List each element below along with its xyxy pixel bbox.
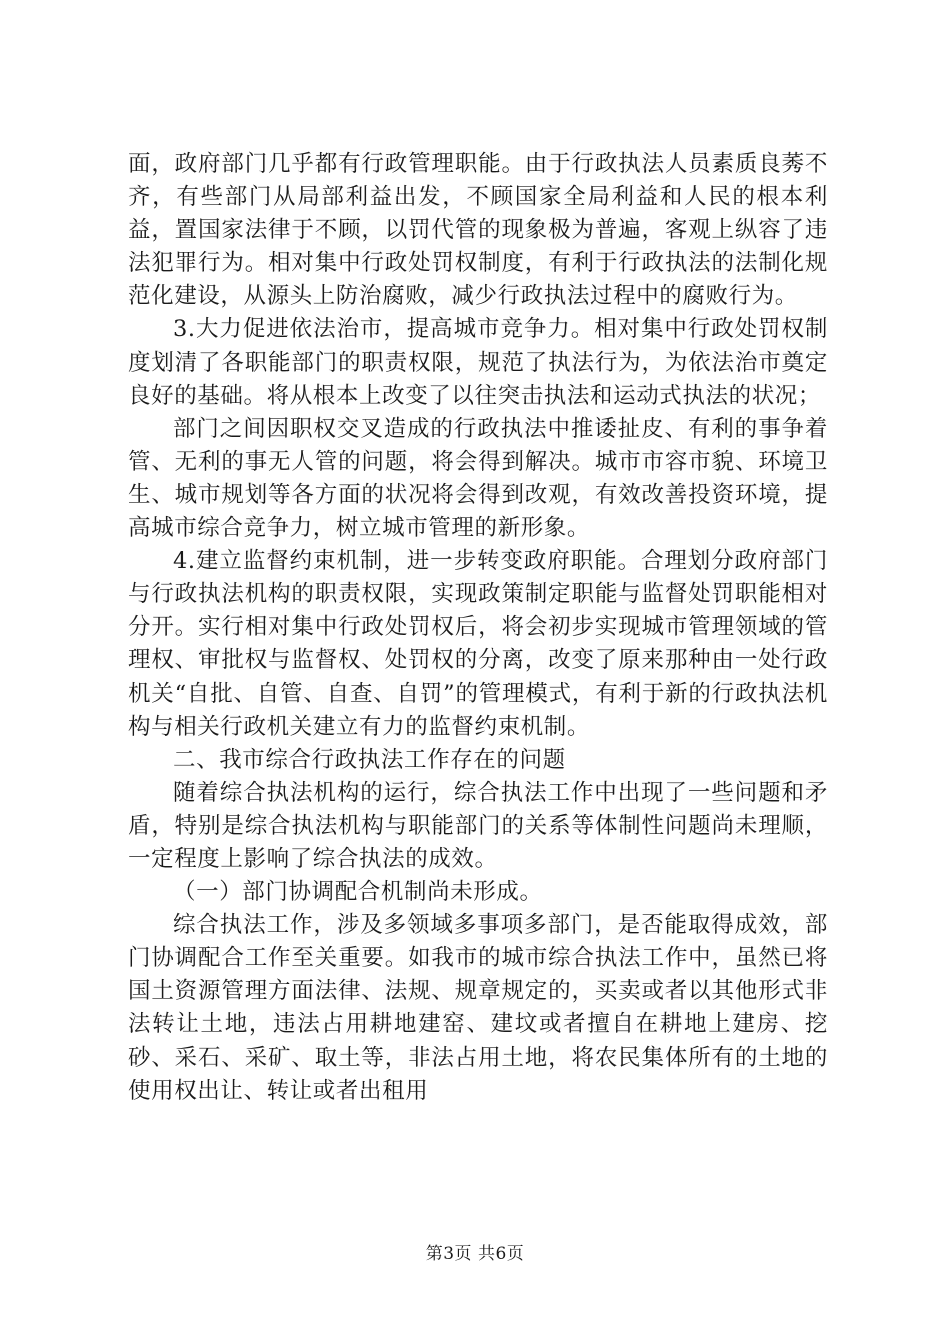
subsection-heading: （一）部门协调配合机制尚未形成。 (173, 879, 543, 906)
section-heading: 二、我市综合行政执法工作存在的问题 (173, 746, 566, 773)
document-body (128, 148, 828, 1108)
paragraph-4: 4.建立监督约束机制，进一步转变政府职能。合理划分政府部门与行政执法机构的职责权限，实现政策制定职能与监督处罚职能相对分开。实行相对集中行政处罚权后，将会初步实现城市管理领域的管理权、审批权与监督权、处罚权的分离，改变了原来那种由一处行政机关“自批、自管、自查、自罚”的管理模式，有利于新的行政执法机构与相关行政机关建立有力的监督约束机制。 (128, 548, 828, 740)
paragraph-2: 3.大力促进依法治市，提高城市竞争力。相对集中行政处罚权制度划清了各职能部门的职责权限，规范了执法行为，为依法治市奠定良好的基础。将从根本上改变了以往突击执法和运动式执法的状况； (128, 316, 828, 409)
page-number-footer: 第3页 共6页 (425, 1244, 525, 1264)
paragraph-3: 部门之间因职权交叉造成的行政执法中推诿扯皮、有利的事争着管、无利的事无人管的问题，将会得到解决。城市市容市貌、环境卫生、城市规划等各方面的状况将会得到改观，有效改善投资环境，提高城市综合竞争力，树立城市管理的新形象。 (128, 415, 828, 542)
paragraph-1: 面，政府部门几乎都有行政管理职能。由于行政执法人员素质良莠不齐，有些部门从局部利益出发，不顾国家全局利益和人民的根本利益，置国家法律于不顾，以罚代管的现象极为普遍，客观上纵容了违法犯罪行为。相对集中行政处罚权制度，有利于行政执法的法制化规范化建设，从源头上防治腐败，减少行政执法过程中的腐败行为。 (128, 151, 828, 310)
paragraph-6: 随着综合执法机构的运行，综合执法工作中出现了一些问题和矛盾，特别是综合执法机构与职能部门的关系等体制性问题尚未理顺，一定程度上影响了综合执法的成效。 (128, 779, 828, 872)
paragraph-8: 综合执法工作，涉及多领域多事项多部门，是否能取得成效，部门协调配合工作至关重要。如我市的城市综合执法工作中，虽然已将国土资源管理方面法律、法规、规章规定的，买卖或者以其他形式非法转让土地，违法占用耕地建窑、建坟或者擅自在耕地上建房、挖砂、采石、采矿、取土等，非法占用土地，将农民集体所有的土地的使用权出让、转让或者出租用 (128, 912, 828, 1104)
